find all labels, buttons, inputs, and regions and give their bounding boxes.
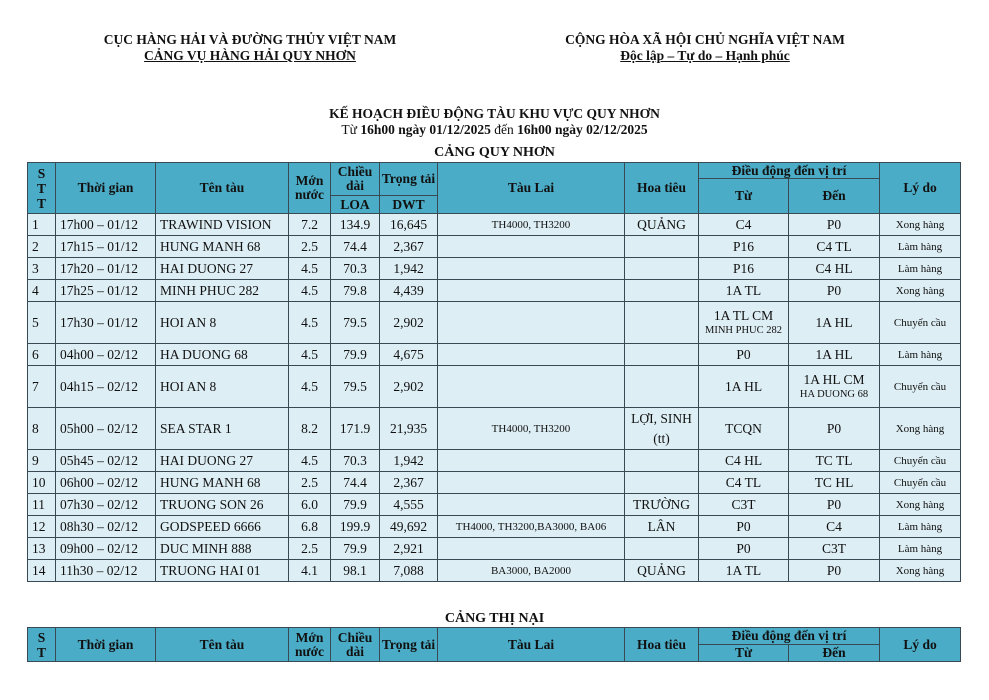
row-pilot	[625, 538, 699, 560]
row-dwt: 4,675	[380, 344, 438, 366]
row-reason: Xong hàng	[880, 214, 961, 236]
row-pilot: LỢI, SINH (tt)	[625, 408, 699, 450]
row-time: 08h30 – 02/12	[56, 516, 156, 538]
col-stt: S T	[28, 628, 56, 662]
row-to: C3T	[789, 538, 880, 560]
row-reason: Chuyển cầu	[880, 472, 961, 494]
table-row	[28, 516, 961, 538]
row-dwt: 7,088	[380, 560, 438, 582]
row-to: 1A HL	[789, 344, 880, 366]
row-tug: BA3000, BA2000	[438, 560, 625, 582]
row-dwt: 2,902	[380, 366, 438, 408]
row-to-main: 1A HL CM	[803, 371, 865, 387]
row-loa: 79.9	[331, 538, 380, 560]
row-reason: Xong hàng	[880, 408, 961, 450]
row-loa: 134.9	[331, 214, 380, 236]
row-dwt: 2,367	[380, 236, 438, 258]
row-ship-name: HOI AN 8	[156, 366, 289, 408]
row-pilot: QUẢNG	[625, 560, 699, 582]
row-loa: 79.5	[331, 366, 380, 408]
row-loa: 79.5	[331, 302, 380, 344]
row-from: P0	[699, 516, 789, 538]
row-to	[789, 366, 880, 408]
col-from: Từ	[699, 179, 789, 214]
row-ship-name: HUNG MANH 68	[156, 236, 289, 258]
section-title-quy-nhon: CẢNG QUY NHƠN	[434, 145, 555, 160]
row-dwt: 1,942	[380, 258, 438, 280]
row-time: 17h20 – 01/12	[56, 258, 156, 280]
row-to: P0	[789, 494, 880, 516]
row-ship-name: HUNG MANH 68	[156, 472, 289, 494]
row-time: 17h00 – 01/12	[56, 214, 156, 236]
row-reason: Xong hàng	[880, 280, 961, 302]
row-ship-name: TRUONG HAI 01	[156, 560, 289, 582]
row-loa: 199.9	[331, 516, 380, 538]
col-to: Đến	[789, 179, 880, 214]
row-pilot	[625, 236, 699, 258]
row-from: C4 HL	[699, 450, 789, 472]
row-stt: 9	[28, 450, 56, 472]
row-draft: 4.5	[289, 450, 331, 472]
row-dwt: 4,439	[380, 280, 438, 302]
row-ship-name: GODSPEED 6666	[156, 516, 289, 538]
row-reason: Chuyển cầu	[880, 302, 961, 344]
row-draft: 2.5	[289, 236, 331, 258]
row-from: 1A TL	[699, 560, 789, 582]
col-length-unit: LOA	[331, 196, 380, 214]
row-dwt: 49,692	[380, 516, 438, 538]
row-draft: 4.5	[289, 280, 331, 302]
row-reason: Chuyển cầu	[880, 450, 961, 472]
row-from-sub: MINH PHUC 282	[704, 324, 782, 336]
row-to: C4 TL	[789, 236, 880, 258]
row-time: 07h30 – 02/12	[56, 494, 156, 516]
table-row	[28, 280, 961, 302]
row-draft: 4.5	[289, 258, 331, 280]
row-to: C4	[789, 516, 880, 538]
col-length: Chiều dài	[331, 628, 380, 662]
row-stt: 11	[28, 494, 56, 516]
row-pilot	[625, 344, 699, 366]
document-title: KẾ HOẠCH ĐIỀU ĐỘNG TÀU KHU VỰC QUY NHƠN	[329, 106, 660, 121]
row-tug	[438, 538, 625, 560]
row-time: 17h25 – 01/12	[56, 280, 156, 302]
row-stt: 13	[28, 538, 56, 560]
col-tonnage: Trọng tải	[380, 628, 438, 662]
row-from: 1A HL	[699, 366, 789, 408]
row-from: P16	[699, 236, 789, 258]
row-reason: Làm hàng	[880, 344, 961, 366]
row-draft: 4.5	[289, 302, 331, 344]
row-time: 11h30 – 02/12	[56, 560, 156, 582]
row-pilot	[625, 302, 699, 344]
row-from: 1A TL	[699, 280, 789, 302]
col-tonnage-unit: DWT	[380, 196, 438, 214]
national-header	[515, 32, 895, 64]
table-row	[28, 258, 961, 280]
col-name: Tên tàu	[156, 628, 289, 662]
row-pilot: LÂN	[625, 516, 699, 538]
row-time: 05h00 – 02/12	[56, 408, 156, 450]
row-draft: 7.2	[289, 214, 331, 236]
row-reason: Chuyển cầu	[880, 366, 961, 408]
row-draft: 4.5	[289, 366, 331, 408]
col-pilot: Hoa tiêu	[625, 163, 699, 214]
col-reason: Lý do	[880, 163, 961, 214]
row-loa: 79.9	[331, 494, 380, 516]
row-time: 05h45 – 02/12	[56, 450, 156, 472]
table-row	[28, 450, 961, 472]
row-loa: 98.1	[331, 560, 380, 582]
row-from: P0	[699, 538, 789, 560]
row-stt: 2	[28, 236, 56, 258]
row-to-sub: HA DUONG 68	[799, 388, 869, 400]
col-reason: Lý do	[880, 628, 961, 662]
section-title-thi-nai: CẢNG THỊ NẠI	[444, 611, 545, 626]
row-stt: 3	[28, 258, 56, 280]
row-dwt: 1,942	[380, 450, 438, 472]
row-stt: 12	[28, 516, 56, 538]
row-loa: 74.4	[331, 236, 380, 258]
agency-parent: CỤC HÀNG HẢI VÀ ĐƯỜNG THỦY VIỆT NAM	[103, 32, 397, 47]
agency-name: CẢNG VỤ HÀNG HẢI QUY NHƠN	[144, 48, 356, 63]
period-to-prefix: đến	[490, 122, 518, 137]
row-dwt: 2,367	[380, 472, 438, 494]
table-row	[28, 302, 961, 344]
row-pilot	[625, 258, 699, 280]
row-time: 09h00 – 02/12	[56, 538, 156, 560]
row-loa: 79.8	[331, 280, 380, 302]
row-loa: 171.9	[331, 408, 380, 450]
row-pilot	[625, 280, 699, 302]
row-ship-name: HAI DUONG 27	[156, 258, 289, 280]
row-stt: 5	[28, 302, 56, 344]
row-to: 1A HL	[789, 302, 880, 344]
row-stt: 4	[28, 280, 56, 302]
row-loa: 70.3	[331, 258, 380, 280]
row-draft: 4.5	[289, 344, 331, 366]
row-dwt: 2,921	[380, 538, 438, 560]
row-draft: 2.5	[289, 472, 331, 494]
col-to: Đến	[789, 645, 880, 662]
table-row	[28, 494, 961, 516]
row-stt: 6	[28, 344, 56, 366]
col-tug: Tàu Lai	[438, 628, 625, 662]
row-reason: Xong hàng	[880, 560, 961, 582]
row-from: C4	[699, 214, 789, 236]
table-row	[28, 214, 961, 236]
row-tug	[438, 472, 625, 494]
row-to: P0	[789, 280, 880, 302]
row-draft: 6.0	[289, 494, 331, 516]
col-draft: Mớn nước	[289, 163, 331, 214]
row-loa: 70.3	[331, 450, 380, 472]
row-stt: 8	[28, 408, 56, 450]
row-tug: TH4000, TH3200	[438, 214, 625, 236]
row-ship-name: MINH PHUC 282	[156, 280, 289, 302]
row-ship-name: HA DUONG 68	[156, 344, 289, 366]
table-row	[28, 408, 961, 450]
row-draft: 2.5	[289, 538, 331, 560]
row-stt: 1	[28, 214, 56, 236]
national-title: CỘNG HÒA XÃ HỘI CHỦ NGHĨA VIỆT NAM	[565, 32, 845, 47]
period-from: 16h00 ngày 01/12/2025	[360, 122, 491, 137]
row-pilot	[625, 472, 699, 494]
row-reason: Xong hàng	[880, 494, 961, 516]
row-pilot: QUẢNG	[625, 214, 699, 236]
col-move-group: Điều động đến vị trí	[699, 163, 880, 179]
row-tug	[438, 344, 625, 366]
row-tug: TH4000, TH3200	[438, 408, 625, 450]
row-to: TC HL	[789, 472, 880, 494]
col-time: Thời gian	[56, 163, 156, 214]
row-from-main: 1A TL CM	[713, 307, 774, 323]
row-tug	[438, 280, 625, 302]
row-reason: Làm hàng	[880, 538, 961, 560]
document-period	[0, 122, 989, 138]
schedule-table-quy-nhon	[27, 162, 961, 582]
period-to: 16h00 ngày 02/12/2025	[517, 122, 648, 137]
col-length: Chiều dài	[331, 163, 380, 196]
row-draft: 8.2	[289, 408, 331, 450]
row-reason: Làm hàng	[880, 516, 961, 538]
row-dwt: 2,902	[380, 302, 438, 344]
row-from: P16	[699, 258, 789, 280]
row-stt: 7	[28, 366, 56, 408]
row-dwt: 4,555	[380, 494, 438, 516]
row-pilot: TRƯỜNG	[625, 494, 699, 516]
row-stt: 14	[28, 560, 56, 582]
table-row	[28, 472, 961, 494]
row-tug: TH4000, TH3200,BA3000, BA06	[438, 516, 625, 538]
national-motto: Độc lập – Tự do – Hạnh phúc	[620, 48, 790, 63]
row-draft: 6.8	[289, 516, 331, 538]
row-to: P0	[789, 560, 880, 582]
table-row	[28, 236, 961, 258]
row-tug	[438, 366, 625, 408]
col-tug: Tàu Lai	[438, 163, 625, 214]
row-from: P0	[699, 344, 789, 366]
schedule-table-thi-nai	[27, 627, 961, 662]
table-row	[28, 366, 961, 408]
row-loa: 79.9	[331, 344, 380, 366]
col-name: Tên tàu	[156, 163, 289, 214]
row-time: 06h00 – 02/12	[56, 472, 156, 494]
row-time: 17h15 – 01/12	[56, 236, 156, 258]
row-tug	[438, 450, 625, 472]
row-from	[699, 302, 789, 344]
col-from: Từ	[699, 645, 789, 662]
row-pilot	[625, 450, 699, 472]
table-row	[28, 538, 961, 560]
row-time: 17h30 – 01/12	[56, 302, 156, 344]
row-time: 04h00 – 02/12	[56, 344, 156, 366]
row-dwt: 21,935	[380, 408, 438, 450]
row-to: TC TL	[789, 450, 880, 472]
row-time: 04h15 – 02/12	[56, 366, 156, 408]
row-from: TCQN	[699, 408, 789, 450]
row-to: P0	[789, 408, 880, 450]
col-stt: S T T	[28, 163, 56, 214]
row-ship-name: DUC MINH 888	[156, 538, 289, 560]
row-to: C4 HL	[789, 258, 880, 280]
row-pilot	[625, 366, 699, 408]
row-draft: 4.1	[289, 560, 331, 582]
row-ship-name: TRAWIND VISION	[156, 214, 289, 236]
col-pilot: Hoa tiêu	[625, 628, 699, 662]
row-tug	[438, 494, 625, 516]
row-to: P0	[789, 214, 880, 236]
row-from: C3T	[699, 494, 789, 516]
row-ship-name: HAI DUONG 27	[156, 450, 289, 472]
row-dwt: 16,645	[380, 214, 438, 236]
row-tug	[438, 236, 625, 258]
row-reason: Làm hàng	[880, 236, 961, 258]
row-ship-name: HOI AN 8	[156, 302, 289, 344]
row-ship-name: TRUONG SON 26	[156, 494, 289, 516]
row-ship-name: SEA STAR 1	[156, 408, 289, 450]
row-stt: 10	[28, 472, 56, 494]
row-reason: Làm hàng	[880, 258, 961, 280]
period-from-prefix: Từ	[341, 122, 361, 137]
row-tug	[438, 302, 625, 344]
table-row	[28, 344, 961, 366]
col-tonnage: Trọng tải	[380, 163, 438, 196]
col-draft: Mớn nước	[289, 628, 331, 662]
agency-header	[60, 32, 440, 64]
col-time: Thời gian	[56, 628, 156, 662]
col-move-group: Điều động đến vị trí	[699, 628, 880, 645]
row-loa: 74.4	[331, 472, 380, 494]
row-tug	[438, 258, 625, 280]
row-from: C4 TL	[699, 472, 789, 494]
table-row	[28, 560, 961, 582]
